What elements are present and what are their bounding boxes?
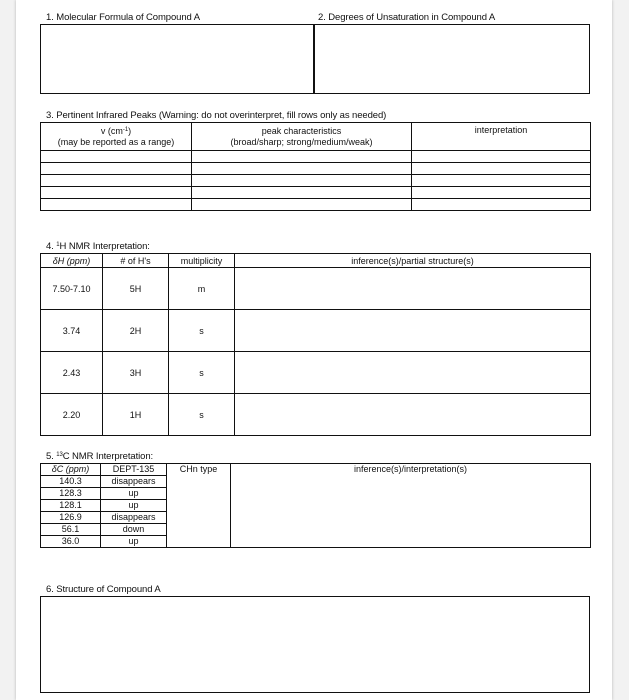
hnmr-col-shift: δH (ppm) [41,254,103,268]
section-4-label: H NMR Interpretation: [59,241,150,252]
ir-col-characteristics [192,123,412,151]
cnmr-dept: up [101,536,167,548]
cnmr-shift: 140.3 [41,476,101,488]
ir-col-wavenumber-sup: -1 [122,127,129,133]
hnmr-row [41,394,591,436]
molecular-formula-field[interactable] [41,25,313,93]
hnmr-mult: s [169,352,235,394]
ir-cell[interactable] [41,187,192,199]
ir-row [41,151,591,163]
ir-cell[interactable] [412,199,591,211]
section-2-title: 2. Degrees of Unsaturation in Compound A [318,12,496,23]
section-3-title: 3. Pertinent Infrared Peaks (Warning: do not overinterpret, fill rows only as needed) [46,110,387,121]
ir-cell[interactable] [192,175,412,187]
hnmr-col-count: # of H's [103,254,169,268]
worksheet-page [16,0,612,700]
cnmr-shift: 126.9 [41,512,101,524]
ir-row [41,199,591,211]
cnmr-col-shift: δC (ppm) [41,464,101,476]
section-1-title: 1. Molecular Formula of Compound A [46,12,200,23]
hnmr-count: 2H [103,310,169,352]
hnmr-count: 1H [103,394,169,436]
cnmr-col-chn: CHn type [167,464,231,476]
hnmr-inference-cell[interactable] [235,310,591,352]
ir-row [41,163,591,175]
ir-cell[interactable] [41,175,192,187]
ir-cell[interactable] [412,187,591,199]
hnmr-mult: s [169,310,235,352]
section-5-number: 5. [46,451,57,462]
cnmr-table [40,463,591,548]
hnmr-inference-cell[interactable] [235,268,591,310]
section-5-title [46,451,153,462]
hnmr-shift: 2.20 [41,394,103,436]
cnmr-shift: 56.1 [41,524,101,536]
cnmr-dept: disappears [101,512,167,524]
section-5-sup: 13 [56,452,63,458]
cnmr-dept: up [101,488,167,500]
cnmr-col-dept: DEPT-135 [101,464,167,476]
cnmr-shift: 128.3 [41,488,101,500]
ir-cell[interactable] [412,163,591,175]
hnmr-count: 3H [103,352,169,394]
hnmr-col-multiplicity: multiplicity [169,254,235,268]
hnmr-table [40,253,591,436]
section-4-sup: 1 [56,242,60,248]
cnmr-dept: disappears [101,476,167,488]
cnmr-col-inference: inference(s)/interpretation(s) [231,464,591,476]
cnmr-dept: down [101,524,167,536]
hnmr-header-row [41,254,591,268]
hnmr-mult: s [169,394,235,436]
hnmr-mult: m [169,268,235,310]
cnmr-chn-cell[interactable] [167,476,231,548]
cnmr-shift: 36.0 [41,536,101,548]
cnmr-dept: up [101,500,167,512]
ir-header-row [41,123,591,151]
ir-col-wavenumber-note: (may be reported as a range) [57,137,175,147]
ir-cell[interactable] [41,199,192,211]
ir-col-wavenumber [41,123,192,151]
ir-cell[interactable] [412,151,591,163]
ir-col-wavenumber-close: ) [128,126,132,136]
ir-col-characteristics-note: (broad/sharp; strong/medium/weak) [230,136,373,147]
degrees-unsaturation-field[interactable] [315,25,589,93]
hnmr-row [41,352,591,394]
ir-cell[interactable] [412,175,591,187]
ir-cell[interactable] [192,151,412,163]
section-4-title [46,241,150,252]
structure-drawing-box[interactable] [40,596,590,693]
ir-cell[interactable] [41,163,192,175]
hnmr-col-inference: inference(s)/partial structure(s) [235,254,591,268]
hnmr-count: 5H [103,268,169,310]
ir-col-characteristics-label: peak characteristics [261,125,342,136]
ir-peaks-table [40,122,591,211]
cnmr-inference-cell[interactable] [231,476,591,548]
section-4-number: 4. [46,241,57,252]
ir-col-wavenumber-label: v (cm [100,126,123,136]
ir-cell[interactable] [192,187,412,199]
hnmr-inference-cell[interactable] [235,394,591,436]
section-5-label: C NMR Interpretation: [62,451,154,462]
ir-cell[interactable] [41,151,192,163]
cnmr-row [41,476,591,488]
ir-col-interpretation: interpretation [412,123,591,151]
hnmr-shift: 3.74 [41,310,103,352]
cnmr-shift: 128.1 [41,500,101,512]
hnmr-row [41,268,591,310]
hnmr-shift: 7.50-7.10 [41,268,103,310]
formula-unsaturation-box [40,24,590,94]
ir-cell[interactable] [192,163,412,175]
cnmr-header-row [41,464,591,476]
hnmr-shift: 2.43 [41,352,103,394]
hnmr-row [41,310,591,352]
section-6-title: 6. Structure of Compound A [46,584,161,595]
ir-row [41,175,591,187]
ir-row [41,187,591,199]
hnmr-inference-cell[interactable] [235,352,591,394]
ir-cell[interactable] [192,199,412,211]
